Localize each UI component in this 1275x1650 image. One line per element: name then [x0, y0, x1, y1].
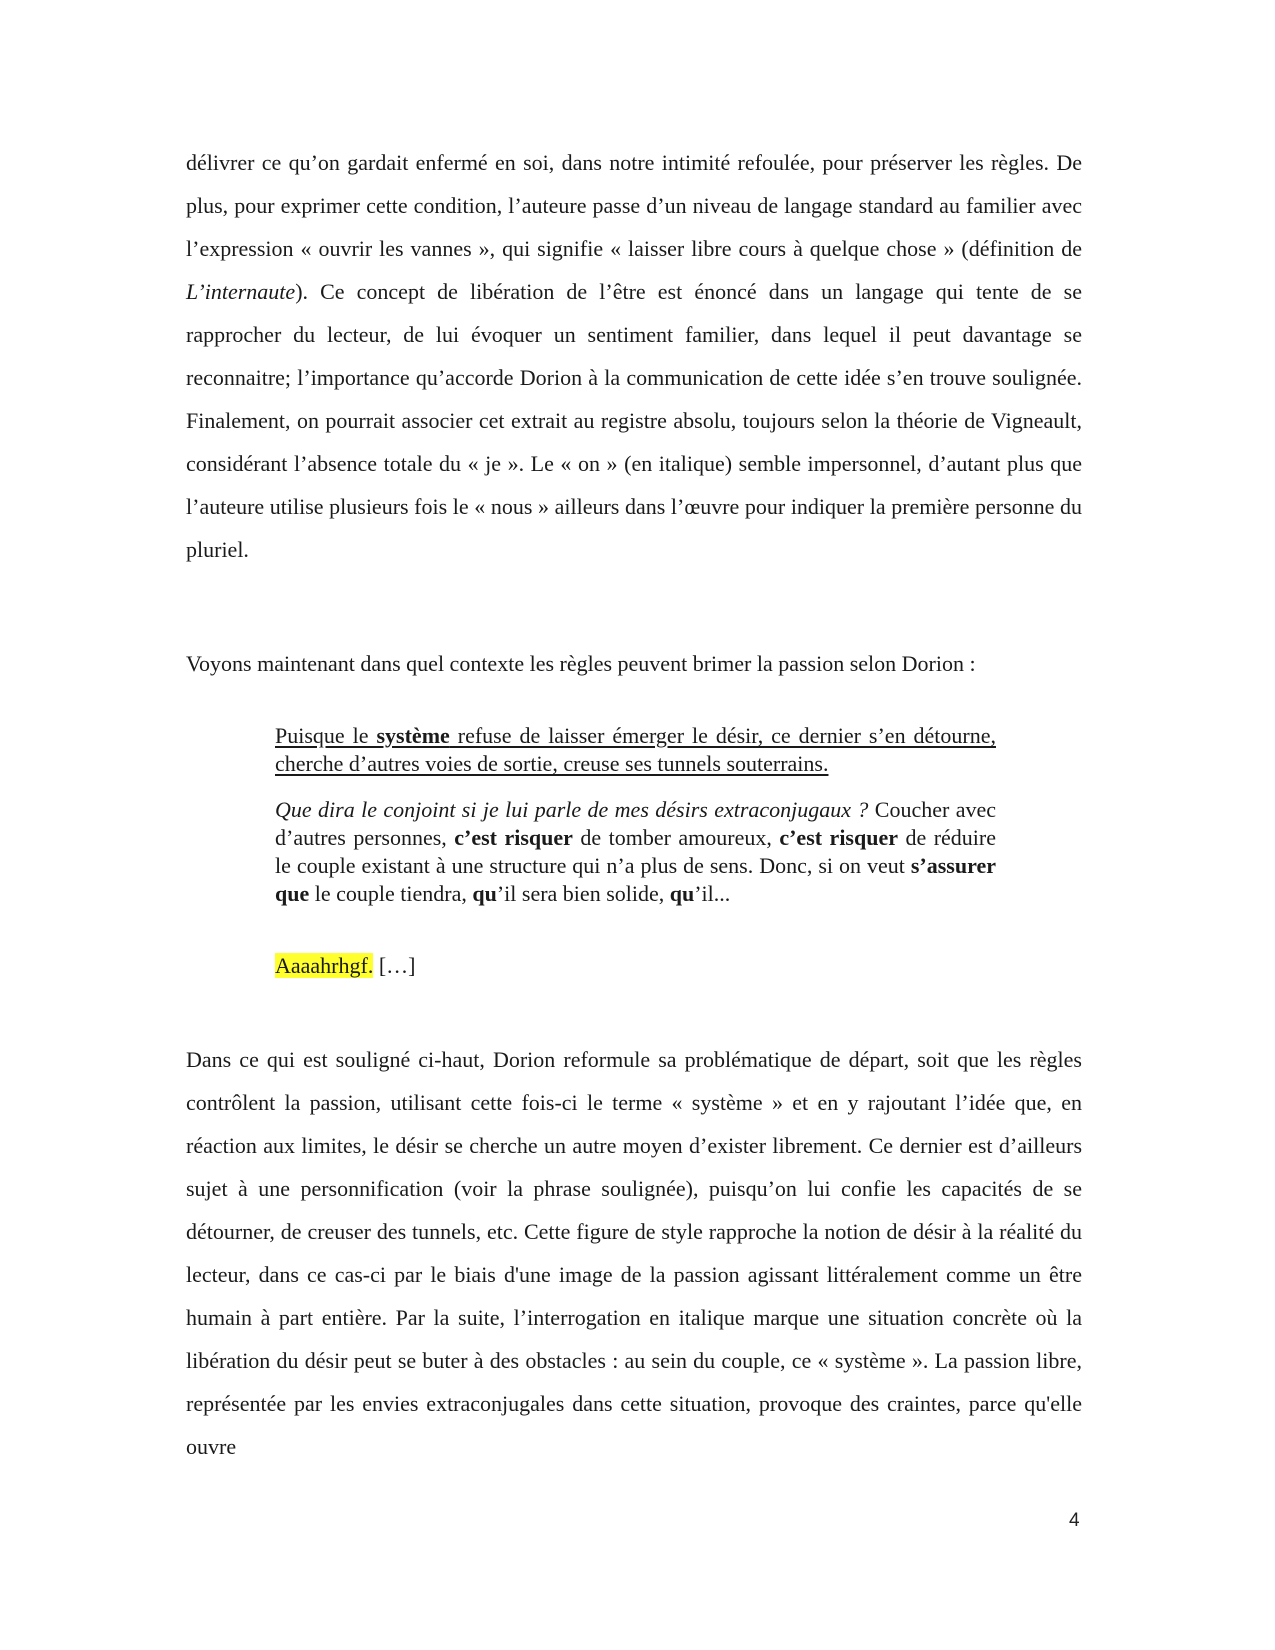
body-paragraph-1 [186, 141, 1082, 571]
quote-underlined-sentence [275, 722, 996, 778]
page-number: 4 [1069, 1510, 1080, 1531]
quote-question: Que dira le conjoint si je lui parle de mes désirs extraconjugaux ? [275, 797, 869, 822]
highlighted-text: Aaaahrhgf. [275, 953, 374, 978]
quote-text-5: ’il sera bien solide, [496, 881, 670, 906]
quote-text-6: ’il... [694, 881, 731, 906]
quote-text-1: Coucher avec d’autres personnes, [275, 797, 996, 850]
source-title: L’internaute [186, 279, 296, 304]
block-quote-underlined [275, 722, 996, 778]
quote-bold-3: s’assurer que [275, 853, 996, 906]
quote-text-4: le couple tiendra, [309, 881, 473, 906]
quote-bold-1: c’est risquer [454, 825, 573, 850]
quote-line1-start: Puisque le [275, 723, 377, 748]
quote-bold-4: qu [472, 881, 497, 906]
quote-ending-line [275, 952, 996, 980]
quote-text-3: de réduire le couple existant à une structure qui n’a plus de sens. Donc, si on veut [275, 825, 996, 878]
quote-bold-5: qu [669, 881, 695, 906]
paragraph-1-text-start: délivrer ce qu’on gardait enfermé en soi, dans notre intimité refoulée, pour préserver les règles. De plus, pour exprimer cette condition, l’auteure passe d’un niveau de langage standard au familier avec l’expression « ouvrir les vannes », qui signifie « laisser libre cours à quelque chose » (définition de [186, 150, 1082, 261]
quote-ellipsis: […] [373, 953, 416, 978]
body-paragraph-3: Dans ce qui est souligné ci-haut, Dorion reformule sa problématique de départ, soit que les règles contrôlent la passion, utilisant cette fois-ci le terme « système » et en y rajoutant l’idée que, en réaction aux limites, le désir se cherche un autre moyen d’exister librement. Ce dernier est d’ailleurs sujet à une personnification (voir la phrase soulignée), puisqu’on lui confie les capacités de se détourner, de creuser des tunnels, etc. Cette figure de style rapproche la notion de désir à la réalité du lecteur, dans ce cas-ci par le biais d'une image de la passion agissant littéralement comme un être humain à part entière. Par la suite, l’interrogation en italique marque une situation concrète où la libération du désir peut se buter à des obstacles : au sein du couple, ce « système ». La passion libre, représentée par les envies extraconjugales dans cette situation, provoque des craintes, parce qu'elle ouvre [186, 1047, 1082, 1459]
quote-paragraph [275, 796, 996, 908]
block-quote-body [275, 796, 996, 908]
paragraph-1-text-end: ). Ce concept de libération de l’être est énoncé dans un langage qui tente de se rapprocher du lecteur, de lui évoquer un sentiment familier, dans lequel il peut davantage se reconnaitre; l’importance qu’accorde Dorion à la communication de cette idée s’en trouve soulignée. Finalement, on pourrait associer cet extrait au registre absolu, toujours selon la théorie de Vigneault, considérant l’absence totale du « je ». Le « on » (en italique) semble impersonnel, d’autant plus que l’auteure utilise plusieurs fois le « nous » ailleurs dans l’œuvre pour indiquer la première personne du pluriel. [186, 279, 1082, 562]
quote-line1-end: refuse de laisser émerger le désir, ce dernier s’en détourne, cherche d’autres voies de sortie, creuse ses tunnels souterrains. [275, 723, 996, 776]
quote-text-2: de tomber amoureux, [572, 825, 780, 850]
quote-bold-systeme: système [376, 723, 450, 748]
quote-bold-2: c’est risquer [779, 825, 898, 850]
block-quote-ending [275, 952, 996, 980]
body-paragraph-2: Voyons maintenant dans quel contexte les règles peuvent brimer la passion selon Dorion : [186, 651, 976, 676]
